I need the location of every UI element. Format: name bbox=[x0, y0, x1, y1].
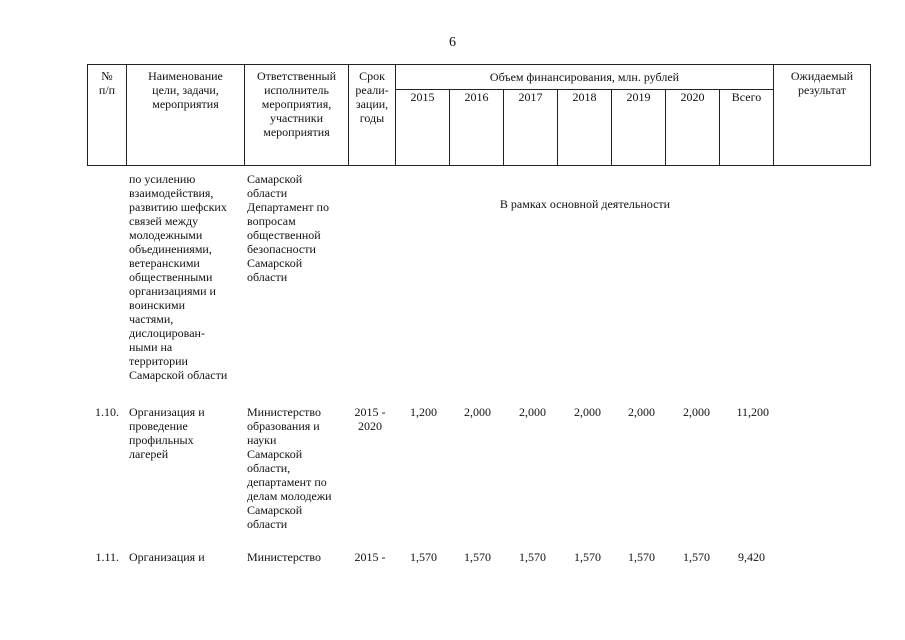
row-110-term: 2015 - 2020 bbox=[354, 405, 386, 433]
row-111-val-2015: 1,570 bbox=[410, 550, 437, 564]
header-name: Наименование цели, задачи, мероприятия bbox=[127, 65, 245, 166]
row-110-val-2016: 2,000 bbox=[464, 405, 491, 419]
header-term: Срок реали- зации, годы bbox=[349, 65, 396, 166]
header-year-total: Всего bbox=[720, 90, 774, 166]
header-year-2016: 2016 bbox=[450, 90, 504, 166]
table-header bbox=[87, 64, 871, 166]
row-111-val-2020: 1,570 bbox=[683, 550, 710, 564]
row-110-val-total: 11,200 bbox=[736, 405, 769, 419]
row-110-val-2018: 2,000 bbox=[574, 405, 601, 419]
row-111-val-2018: 1,570 bbox=[574, 550, 601, 564]
row-cont-name: по усилению взаимодействия, развитию шефских связей между молодежными объединениями, ветеранскими общественными организациями и воинскими частями, дислоцирован- ными на территории Самарской области bbox=[129, 172, 228, 382]
row-111-val-total: 9,420 bbox=[738, 550, 765, 564]
row-110-name: Организация и проведение профильных лагерей bbox=[129, 405, 205, 461]
row-110-val-2019: 2,000 bbox=[628, 405, 655, 419]
header-num: № п/п bbox=[88, 65, 127, 166]
header-year-2019: 2019 bbox=[612, 90, 666, 166]
header-year-2017: 2017 bbox=[504, 90, 558, 166]
row-111-responsible: Министерство bbox=[247, 550, 321, 564]
row-111-val-2019: 1,570 bbox=[628, 550, 655, 564]
page-number: 6 bbox=[449, 35, 456, 50]
row-110-val-2015: 1,200 bbox=[410, 405, 437, 419]
header-result: Ожидаемый результат bbox=[774, 65, 871, 166]
row-111-num: 1.11. bbox=[95, 550, 119, 564]
row-cont-responsible: Самарской области Департамент по вопросам общественной безопасности Самарской области bbox=[247, 172, 329, 284]
row-110-num: 1.10. bbox=[95, 405, 119, 419]
header-year-2020: 2020 bbox=[666, 90, 720, 166]
row-111-name: Организация и bbox=[129, 550, 205, 564]
row-111-term: 2015 - bbox=[354, 550, 386, 564]
row-110-val-2020: 2,000 bbox=[683, 405, 710, 419]
header-year-2015: 2015 bbox=[396, 90, 450, 166]
row-110-val-2017: 2,000 bbox=[519, 405, 546, 419]
row-110-responsible: Министерство образования и науки Самарской области, департамент по делам молодежи Самарской области bbox=[247, 405, 332, 531]
row-cont-note: В рамках основной деятельности bbox=[499, 197, 671, 211]
header-responsible: Ответственный исполнитель мероприятия, участники мероприятия bbox=[245, 65, 349, 166]
header-funding: Объем финансирования, млн. рублей bbox=[396, 65, 774, 90]
header-year-2018: 2018 bbox=[558, 90, 612, 166]
row-111-val-2017: 1,570 bbox=[519, 550, 546, 564]
row-111-val-2016: 1,570 bbox=[464, 550, 491, 564]
